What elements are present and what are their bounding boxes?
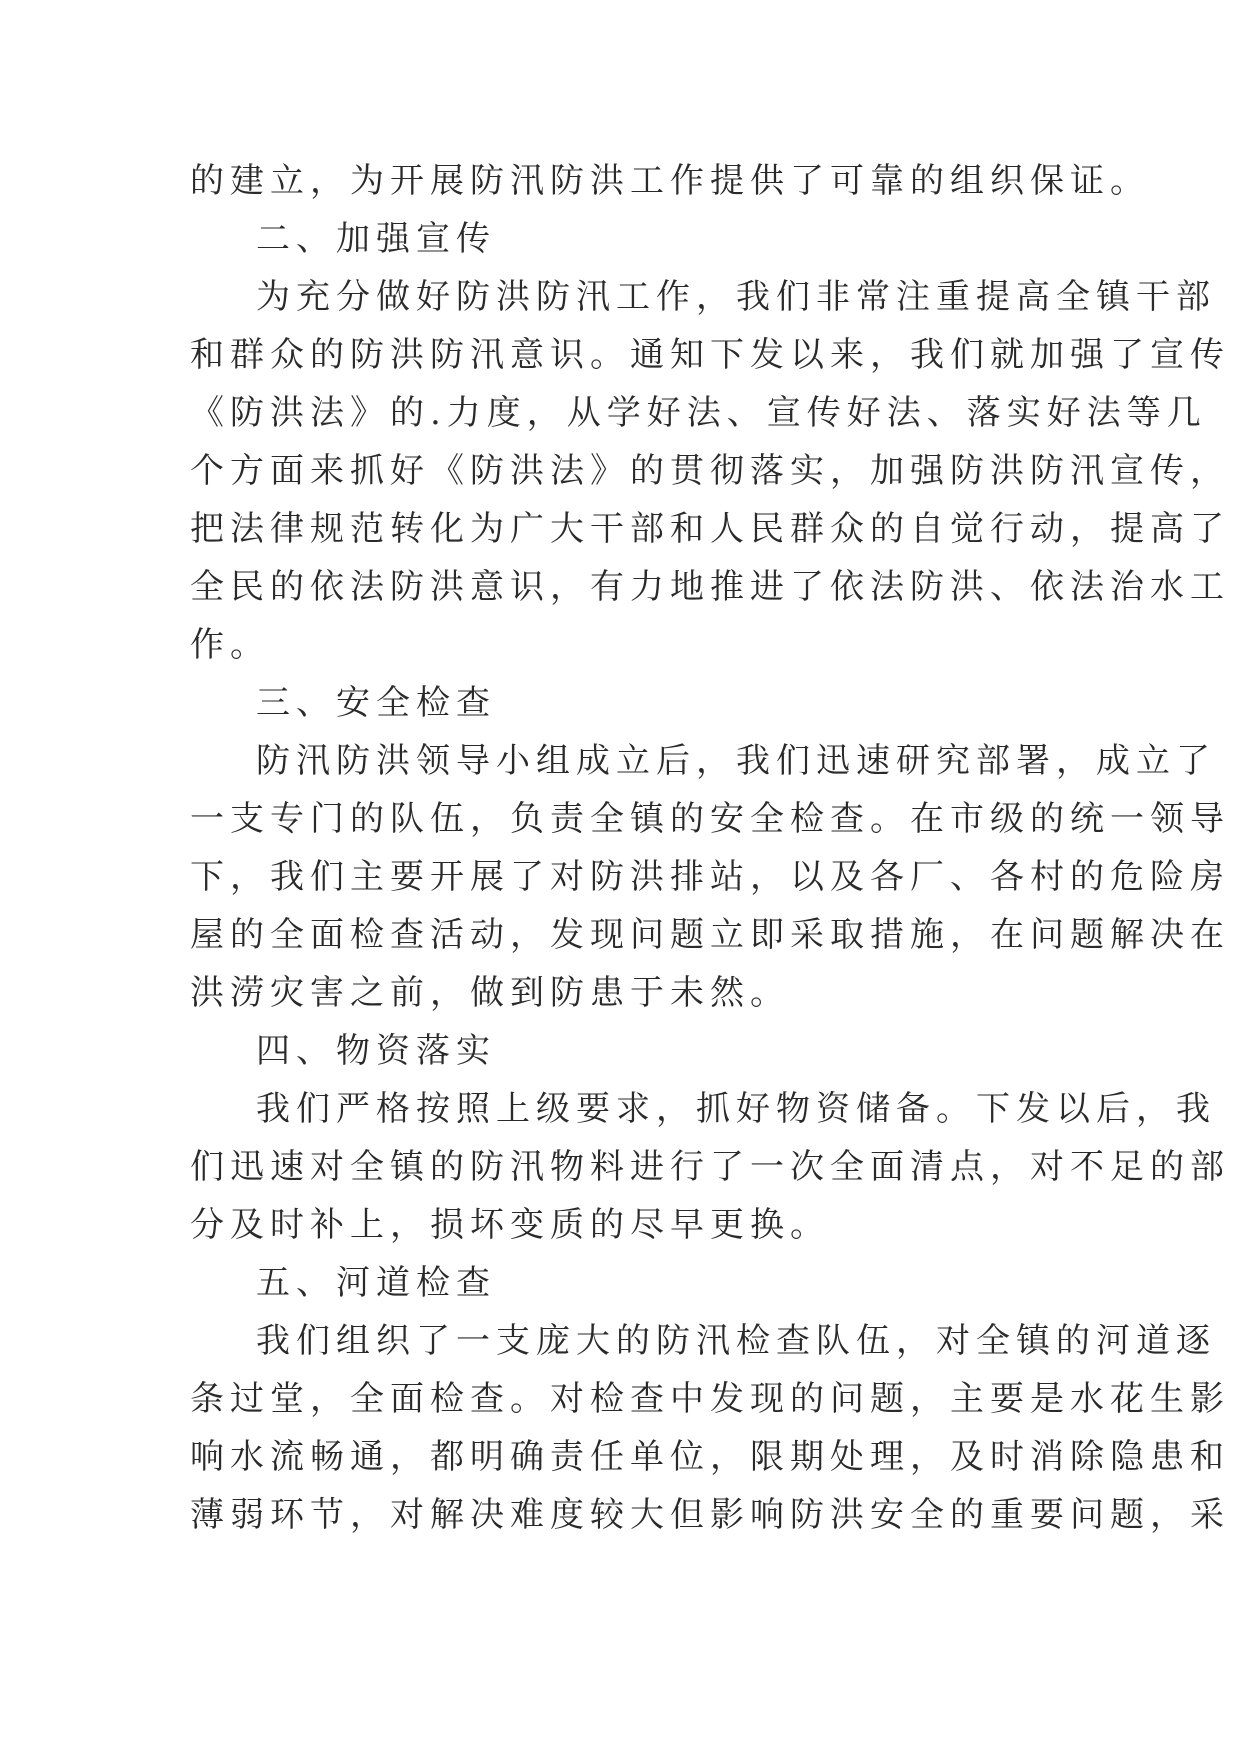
- text-line-21: 我们组织了一支庞大的防汛检查队伍，对全镇的河道逐: [256, 1321, 1216, 1361]
- text-line-14: 屋的全面检查活动，发现问题立即采取措施，在问题解决在: [190, 915, 1230, 955]
- text-line-18: 们迅速对全镇的防汛物料进行了一次全面清点，对不足的部: [190, 1147, 1230, 1187]
- text-line-13: 下，我们主要开展了对防洪排站，以及各厂、各村的危险房: [190, 857, 1230, 897]
- text-line-3: 为充分做好防洪防汛工作，我们非常注重提高全镇干部: [256, 277, 1216, 317]
- text-line-22: 条过堂，全面检查。对检查中发现的问题，主要是水花生影: [190, 1379, 1230, 1419]
- text-line-8: 全民的依法防洪意识，有力地推进了依法防洪、依法治水工: [190, 567, 1230, 607]
- text-line-12: 一支专门的队伍，负责全镇的安全检查。在市级的统一领导: [190, 799, 1230, 839]
- text-line-17: 我们严格按照上级要求，抓好物资储备。下发以后，我: [256, 1089, 1216, 1129]
- section-heading-safety-inspection: 三、安全检查: [256, 683, 496, 723]
- text-line-4: 和群众的防洪防汛意识。通知下发以来，我们就加强了宣传: [190, 335, 1230, 375]
- text-line-9: 作。: [190, 625, 270, 665]
- text-line-1: 的建立，为开展防汛防洪工作提供了可靠的组织保证。: [190, 161, 1150, 201]
- text-line-19: 分及时补上，损坏变质的尽早更换。: [190, 1205, 830, 1245]
- text-line-7: 把法律规范转化为广大干部和人民群众的自觉行动，提高了: [190, 509, 1230, 549]
- text-line-5: 《防洪法》的.力度，从学好法、宣传好法、落实好法等几: [190, 393, 1207, 433]
- text-line-11: 防汛防洪领导小组成立后，我们迅速研究部署，成立了: [256, 741, 1216, 781]
- text-line-15: 洪涝灾害之前，做到防患于未然。: [190, 973, 790, 1013]
- section-heading-materials: 四、物资落实: [256, 1031, 496, 1071]
- text-line-23: 响水流畅通，都明确责任单位，限期处理，及时消除隐患和: [190, 1437, 1230, 1477]
- document-page: [190, 152, 1230, 1544]
- text-line-6: 个方面来抓好《防洪法》的贯彻落实，加强防洪防汛宣传，: [190, 451, 1230, 491]
- section-heading-river-inspection: 五、河道检查: [256, 1263, 496, 1303]
- section-heading-publicity: 二、加强宣传: [256, 219, 496, 259]
- text-line-24: 薄弱环节，对解决难度较大但影响防洪安全的重要问题，采: [190, 1495, 1230, 1535]
